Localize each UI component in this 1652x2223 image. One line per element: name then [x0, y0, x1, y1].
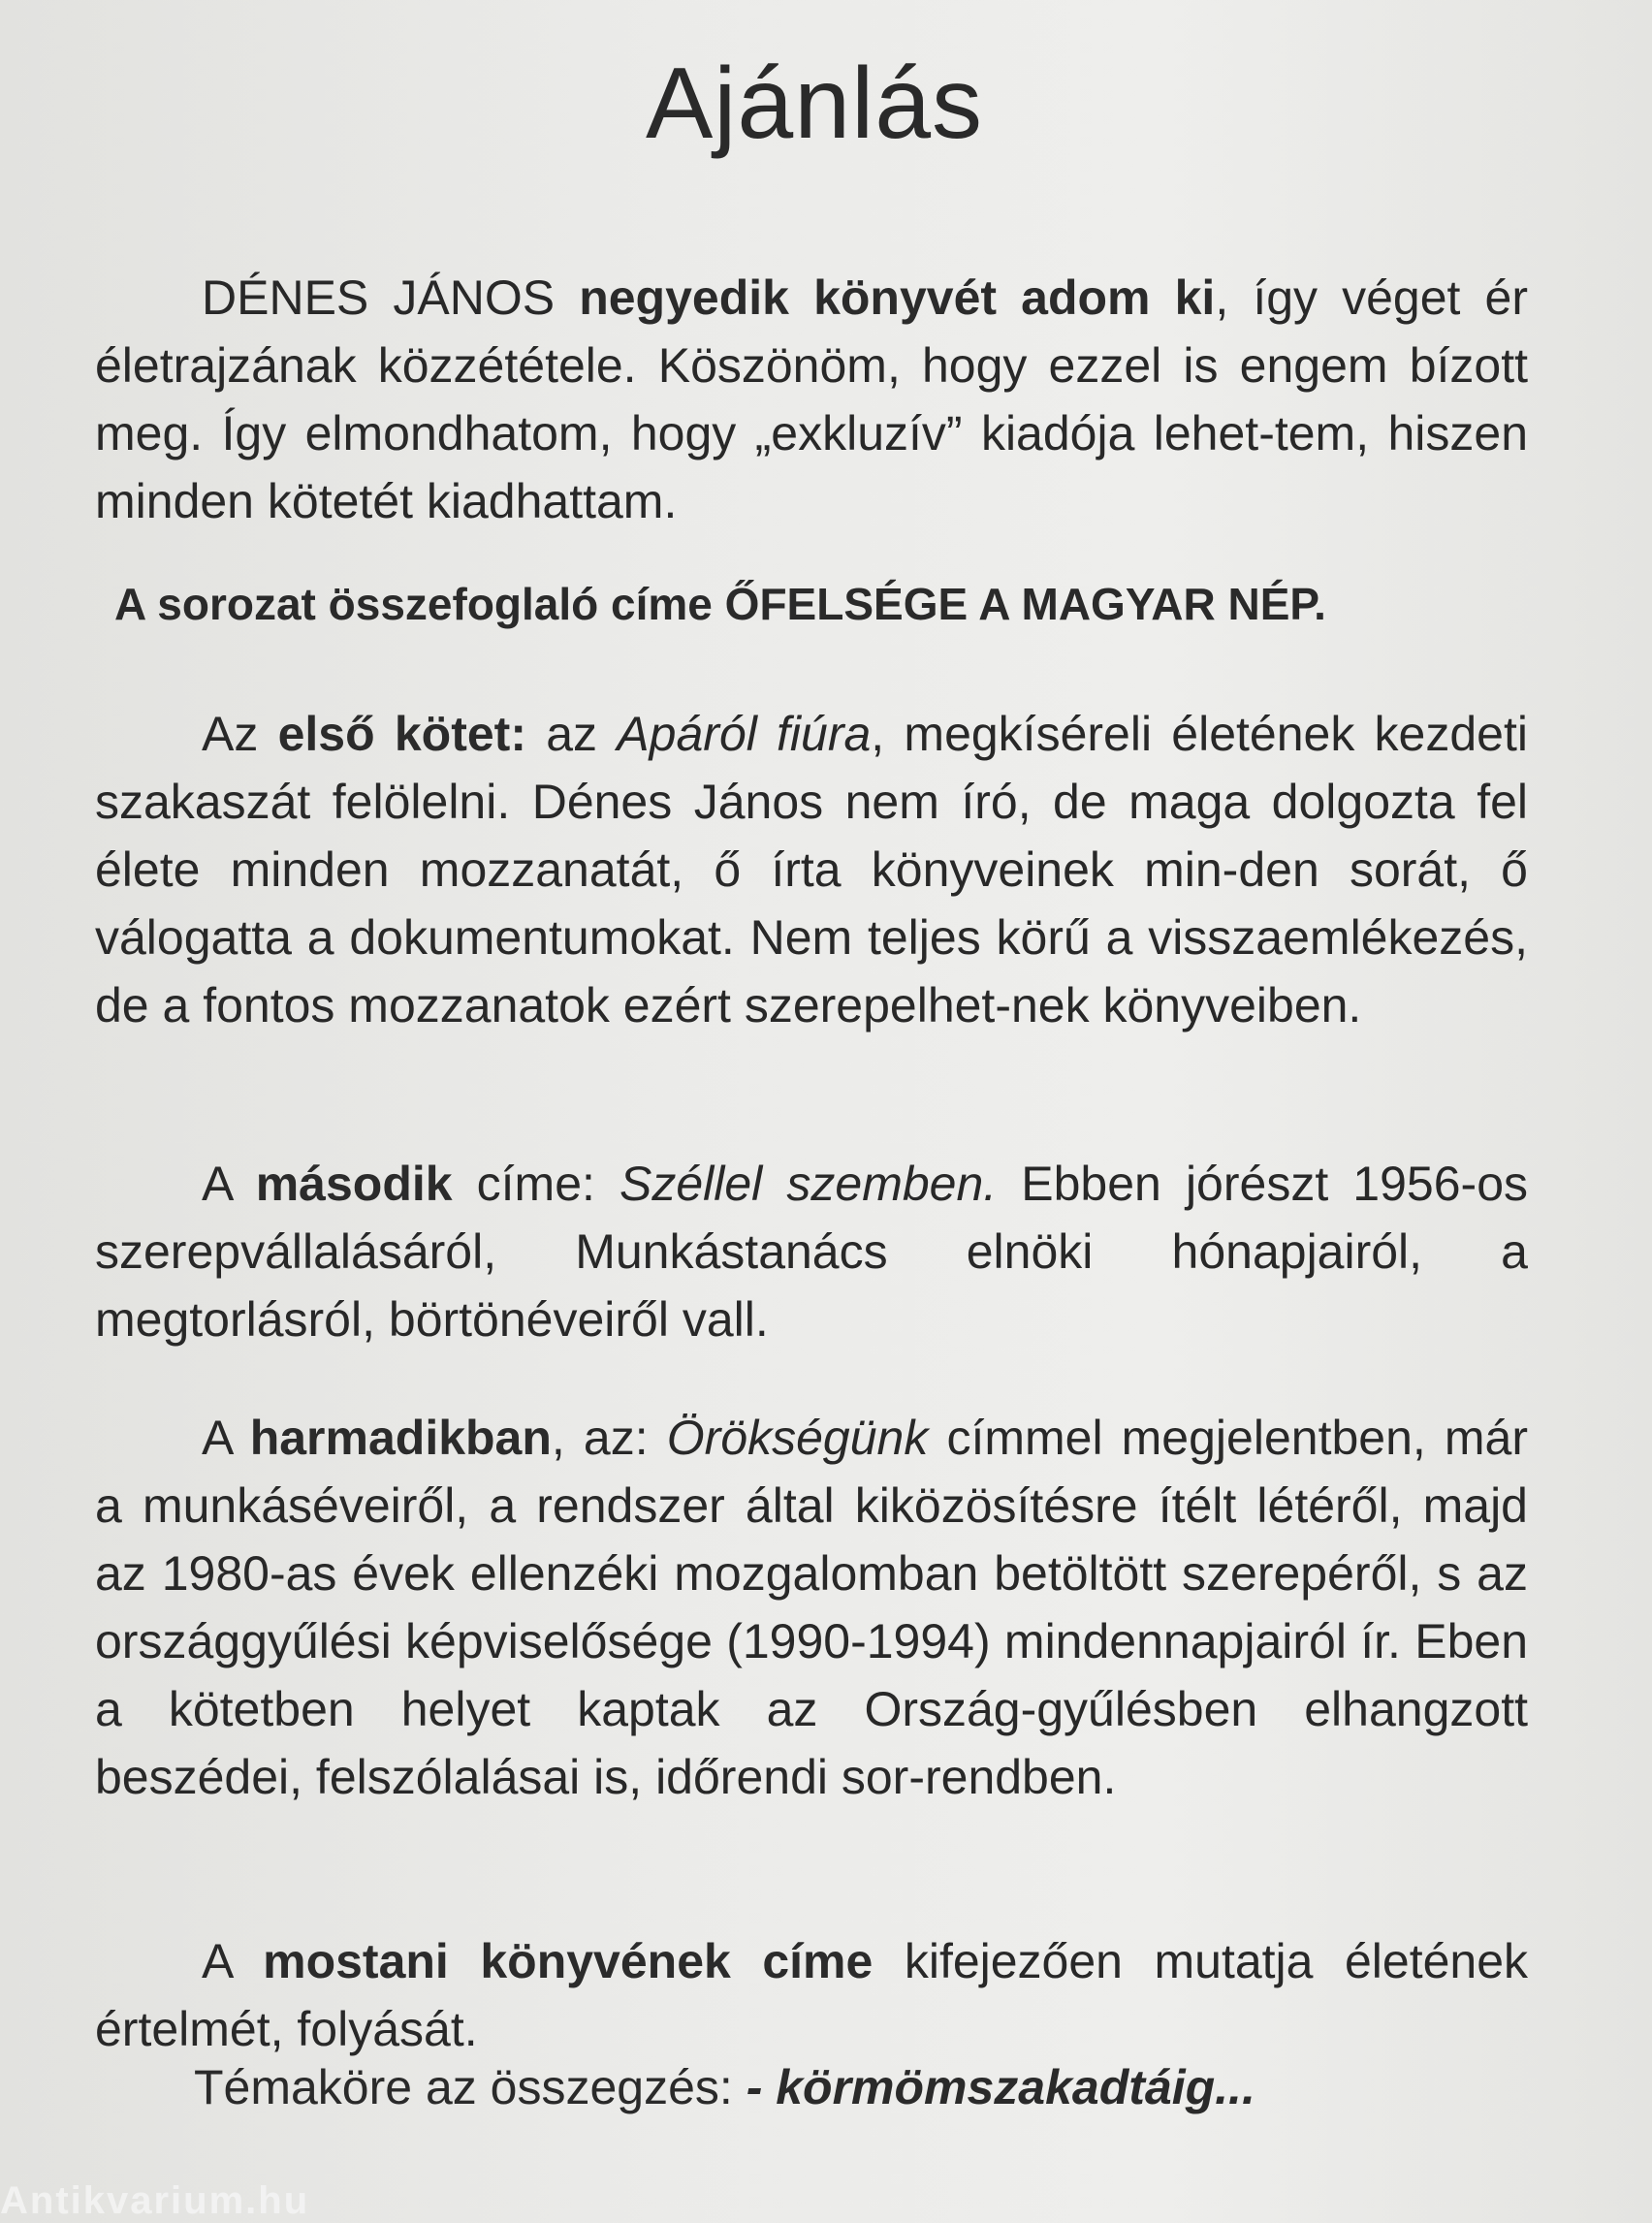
intro-text-2: , így véget ér életrajzának közzététele. Köszönöm, hogy ezzel is engem bízott meg. Így elmondhatom, hogy „exkluzív” kiadója lehet-tem, hiszen minden kötetét kiadhattam.: [95, 270, 1529, 528]
current-book-text-2: kifejezően mutatja életének értelmét, folyását.: [95, 1934, 1529, 2056]
first-volume-text-2: az: [525, 707, 618, 761]
paragraph-current-book: [95, 1927, 1528, 2063]
page-title: Ajánlás: [645, 48, 984, 160]
first-volume-book-title: Apáról fiúra: [617, 707, 872, 761]
intro-text-1: DÉNES JÁNOS: [202, 270, 580, 325]
second-volume-text-3: Ebben jórészt 1956-os szerepvállalásáról, Munkástanács elnöki hónapjairól, a megtorlásról, börtönéveiről vall.: [95, 1157, 1528, 1347]
paragraph-intro: [95, 264, 1528, 535]
first-volume-text-3: , megkíséreli életének kezdeti szakaszát felölelni. Dénes János nem író, de maga dolgozta fel élete minden mozzanatát, ő írta könyveinek min-den sorát, ő válogatta a dokumentumokat. Nem teljes körű a visszaemlékezés, de a fontos mozzanatok ezért szerepelhet-nek könyveiben.: [95, 707, 1528, 1032]
third-volume-text-3: címmel megjelentben, már a munkáséveiről, a rendszer által kiközösítésre ítélt létéről, majd az 1980-as évek ellenzéki mozgalomban betöltött szerepéről, s az országgyűlési képviselősége (1990-1994) mindennapjairól ír. Eben a kötetben helyet kaptak az Ország-gyűlésben elhangzott beszédei, felszólalásai is, időrendi sor-rendben.: [95, 1411, 1528, 1804]
intro-bold: negyedik könyvét adom ki: [579, 270, 1216, 325]
first-volume-text-1: Az: [202, 707, 278, 761]
paragraph-second-volume: [95, 1150, 1528, 1353]
current-book-bold: mostani könyvének címe: [263, 1934, 874, 1988]
second-volume-text-1: A: [202, 1157, 256, 1211]
second-volume-text-2: címe:: [452, 1157, 620, 1211]
third-volume-text-2: , az:: [551, 1411, 667, 1465]
watermark: Antikvarium.hu: [0, 2179, 310, 2222]
closing-text: Témaköre az összegzés:: [194, 2060, 747, 2114]
third-volume-text-1: A: [202, 1411, 250, 1465]
third-volume-book-title: Örökségünk: [666, 1411, 929, 1465]
closing-line: [194, 2059, 1255, 2115]
third-volume-bold: harmadikban: [249, 1411, 552, 1465]
paragraph-third-volume: [95, 1404, 1528, 1811]
second-volume-book-title: Széllel szemben.: [620, 1157, 998, 1211]
closing-emphasis: - körmömszakadtáig...: [746, 2060, 1255, 2114]
first-volume-bold: első kötet:: [277, 707, 526, 761]
paragraph-first-volume: [95, 700, 1528, 1039]
series-title: A sorozat összefoglaló címe ŐFELSÉGE A MAGYAR NÉP.: [114, 579, 1326, 629]
current-book-text-1: A: [202, 1934, 264, 1988]
second-volume-bold: második: [255, 1157, 453, 1211]
